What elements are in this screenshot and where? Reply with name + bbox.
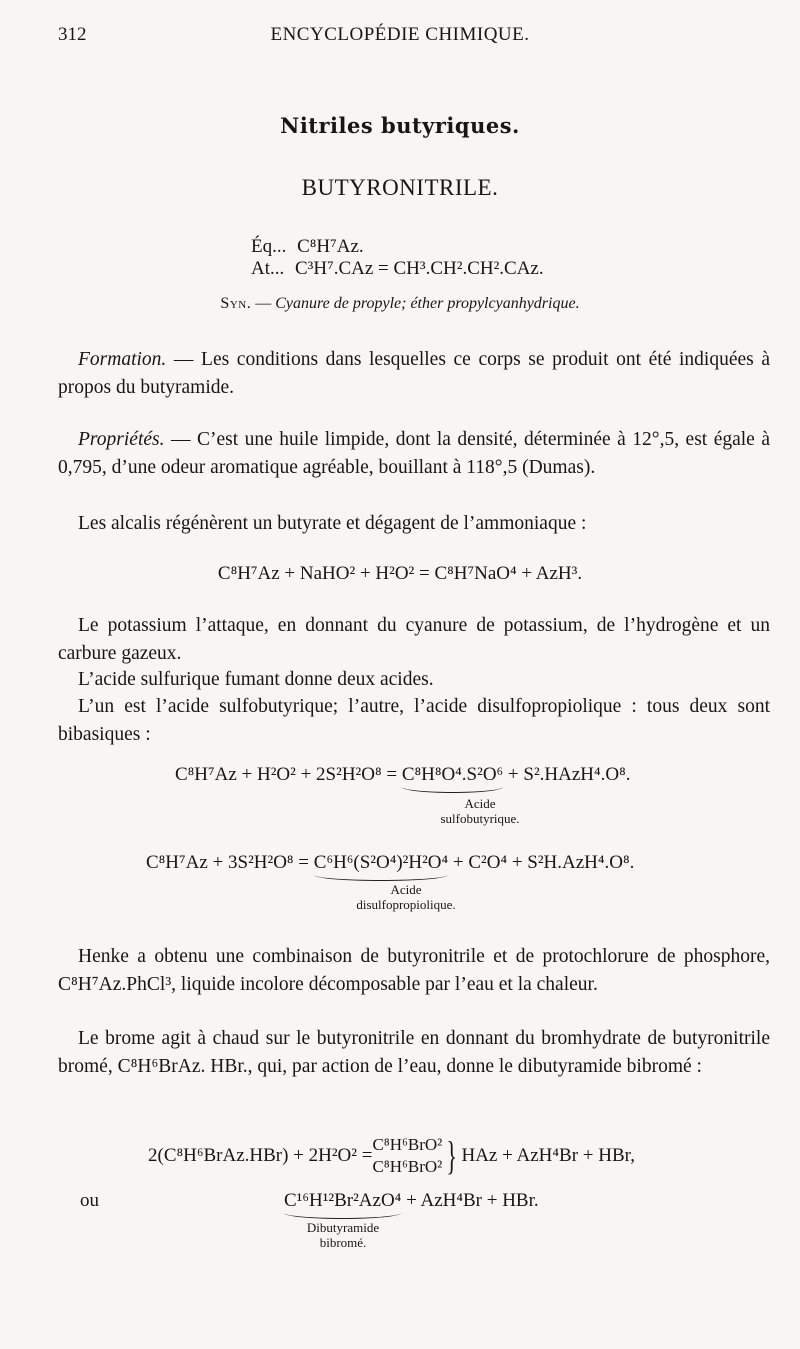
- eq3-underbrace: [314, 874, 448, 881]
- eq4-stack: [372, 1134, 442, 1178]
- atomic-formula: [251, 258, 544, 280]
- right-brace-icon: }: [446, 1133, 458, 1178]
- equation-dibutyramide: [148, 1134, 635, 1178]
- syn-label: Syn.: [220, 295, 252, 312]
- equation-sulfobutyrique: [175, 764, 630, 786]
- eq5-label-2: bibromé.: [319, 1235, 367, 1250]
- formation-lead: Formation.: [78, 349, 167, 370]
- sulfo-paragraph: L’un est l’acide sulfobutyrique; l’autre, l’acide disulfopropiolique : tous deux sont bibasiques :: [58, 696, 770, 745]
- equation-ou-label: ou: [80, 1190, 99, 1211]
- eq2-left: C⁸H⁷Az + H²O² + 2S²H²O⁸ =: [175, 764, 402, 785]
- eq3-label-2: disulfopropiolique.: [356, 897, 456, 912]
- eq4-bottom: C⁸H⁶BrO²: [372, 1157, 443, 1176]
- eq4-left: 2(C⁸H⁶BrAz.HBr) + 2H²O² =: [148, 1145, 373, 1166]
- eq3-right: + C²O⁴ + S²H.AzH⁴.O⁸.: [448, 852, 635, 873]
- eq3-left: C⁸H⁷Az + 3S²H²O⁸ =: [146, 852, 314, 873]
- eq5-underbrace: [284, 1212, 401, 1219]
- eq5-braced: C¹⁶H¹²Br²AzO⁴: [284, 1190, 402, 1211]
- formation-paragraph: [58, 346, 770, 402]
- equation-disulfopropiolique: [146, 852, 634, 874]
- eq2-braced: C⁸H⁸O⁴.S²O⁶: [401, 764, 504, 785]
- equation-dibutyramide-alt: [284, 1190, 539, 1212]
- alcalis-paragraph: Les alcalis régénèrent un butyrate et dégagent de l’ammoniaque :: [78, 513, 587, 534]
- eq3-braced-group: [314, 852, 448, 874]
- proprietes-paragraph: [58, 426, 770, 482]
- at-label: At...: [251, 258, 285, 279]
- synonyms-line: [0, 295, 800, 313]
- eq5-braced-group: [284, 1190, 401, 1212]
- equation-alcalis: C⁸H⁷Az + NaHO² + H²O² = C⁸H⁷NaO⁴ + AzH³.: [217, 563, 583, 584]
- section-title: Nitriles butyriques.: [280, 113, 520, 138]
- eq5-label: [278, 1220, 408, 1250]
- brome-paragraph: Le brome agit à chaud sur le butyronitrile en donnant du bromhydrate de butyronitrile bromé, C⁸H⁶BrAz. HBr., qui, par action de l’eau, donne le dibutyramide bibromé :: [58, 1028, 770, 1077]
- running-title: ENCYCLOPÉDIE CHIMIQUE.: [270, 24, 530, 45]
- proprietes-lead: Propriétés.: [78, 429, 165, 450]
- compound-title: BUTYRONITRILE.: [301, 175, 499, 200]
- eq2-underbrace: [402, 786, 503, 793]
- henke-paragraph: Henke a obtenu une combinaison de butyronitrile et de protochlorure de phosphore, C⁸H⁷Az.PhCl³, liquide incolore décomposable par l’eau et la chaleur.: [58, 946, 770, 995]
- eq-label: Éq...: [251, 236, 287, 257]
- equivalent-formula: [251, 236, 364, 258]
- eq4-top: C⁸H⁶BrO²: [372, 1135, 443, 1154]
- potassium-paragraph: Le potassium l’attaque, en donnant du cyanure de potassium, de l’hydrogène et un carbure gazeux.: [58, 615, 770, 664]
- eq2-braced-group: [402, 764, 503, 786]
- eq3-braced: C⁶H⁶(S²O⁴)²H²O⁴: [313, 852, 449, 873]
- eq5-right: + AzH⁴Br + HBr.: [401, 1190, 539, 1211]
- eq3-label: [336, 882, 476, 912]
- eq4-right: HAz + AzH⁴Br + HBr,: [461, 1145, 635, 1166]
- at-value: C³H⁷.CAz = CH³.CH².CH².CAz.: [295, 258, 544, 279]
- eq2-label-1: Acide: [464, 796, 496, 811]
- proprietes-text: — C’est une huile limpide, dont la densité, déterminée à 12°,5, est égale à 0,795, d’une odeur aromatique agréable, bouillant à 118°,5 (Dumas).: [58, 429, 770, 478]
- formation-text: — Les conditions dans lesquelles ce corps se produit ont été indiquées à propos du butyramide.: [58, 349, 770, 398]
- eq5-label-1: Dibutyramide: [306, 1220, 380, 1235]
- syn-dash: —: [255, 295, 272, 312]
- eq2-label-2: sulfobutyrique.: [440, 811, 520, 826]
- eq2-label: [420, 796, 540, 826]
- eq-value: C⁸H⁷Az.: [297, 236, 364, 257]
- eq3-label-1: Acide: [390, 882, 422, 897]
- page-number: 312: [58, 24, 87, 45]
- syn-text: Cyanure de propyle; éther propylcyanhydrique.: [275, 295, 580, 312]
- sulfurique-paragraph: L’acide sulfurique fumant donne deux acides.: [78, 669, 434, 690]
- eq2-right: + S².HAzH⁴.O⁸.: [503, 764, 631, 785]
